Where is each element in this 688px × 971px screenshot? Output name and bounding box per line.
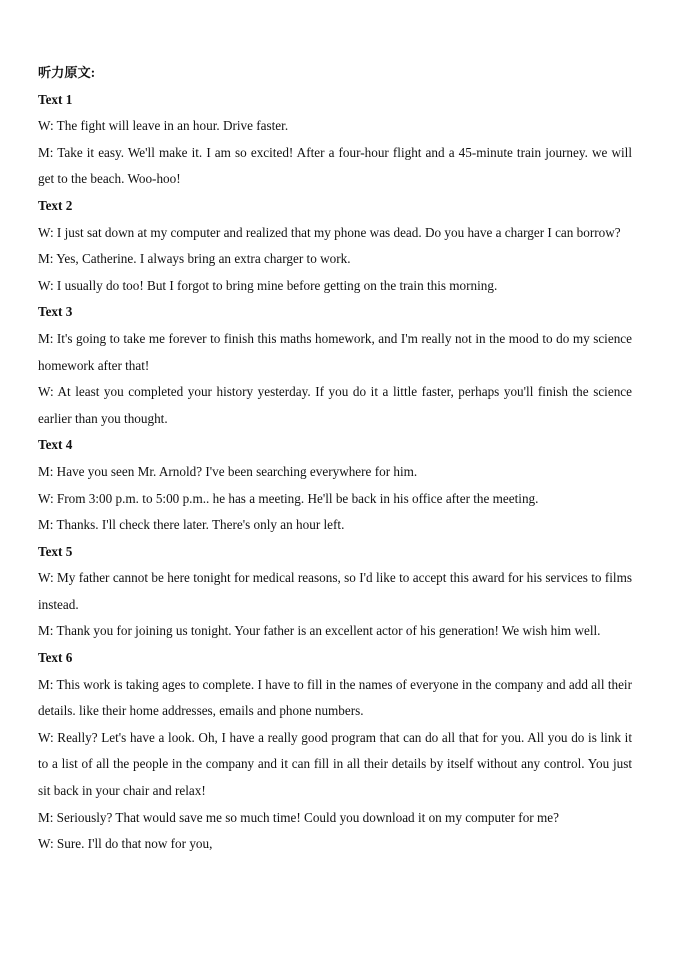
text-title: Text 1 [38,91,73,107]
document-page [38,60,632,858]
dialogue-line: W: I usually do too! But I forgot to bring mine before getting on the train this morning. [38,277,498,293]
transcript-block [38,645,632,858]
transcript-block [38,539,632,645]
text-title: Text 5 [38,543,73,559]
text-title: Text 2 [38,197,73,213]
text-title: Text 3 [38,304,73,320]
dialogue-line: W: At least you completed your history yesterday. If you do it a little faster, perhaps you'll finish the science earlier than you thought. [38,384,632,426]
dialogue-line: W: Really? Let's have a look. Oh, I have a really good program that can do all that for you. All you do is link it to a list of all the people in the company and it can fill in all their details by itself without any control. You just sit back in your chair and relax! [38,729,632,799]
dialogue-line: M: This work is taking ages to complete. I have to fill in the names of everyone in the company and add all their details. like their home addresses, emails and phone numbers. [38,676,632,719]
dialogue-line: W: From 3:00 p.m. to 5:00 p.m.. he has a meeting. He'll be back in his office after the meeting. [38,490,539,506]
dialogue-line: M: Take it easy. We'll make it. I am so excited! After a four-hour flight and a 45-minute train journey. we will get to the beach. Woo-hoo! [38,144,632,187]
dialogue-line: M: Have you seen Mr. Arnold? I've been searching everywhere for him. [38,463,418,479]
dialogue-line: W: My father cannot be here tonight for medical reasons, so I'd like to accept this award for his services to films instead. [38,570,632,612]
transcript-block [38,299,632,432]
text-title: Text 6 [38,650,73,666]
transcript-block [38,193,632,299]
dialogue-line: M: Thank you for joining us tonight. Your father is an excellent actor of his generation! We wish him well. [38,623,601,639]
transcript-block [38,87,632,193]
dialogue-line: M: Thanks. I'll check there later. There's only an hour left. [38,517,345,533]
document-heading: 听力原文: [38,65,96,80]
dialogue-line: M: Seriously? That would save me so much time! Could you download it on my computer for me? [38,809,559,825]
dialogue-line: M: Yes, Catherine. I always bring an extra charger to work. [38,251,351,267]
dialogue-line: W: Sure. I'll do that now for you, [38,836,213,852]
dialogue-line: W: The fight will leave in an hour. Drive faster. [38,118,289,134]
dialogue-line: W: I just sat down at my computer and realized that my phone was dead. Do you have a charger I can borrow? [38,224,621,240]
transcript-list [38,87,632,858]
text-title: Text 4 [38,437,73,453]
transcript-block [38,432,632,538]
dialogue-line: M: It's going to take me forever to finish this maths homework, and I'm really not in the mood to do my science homework after that! [38,330,632,373]
